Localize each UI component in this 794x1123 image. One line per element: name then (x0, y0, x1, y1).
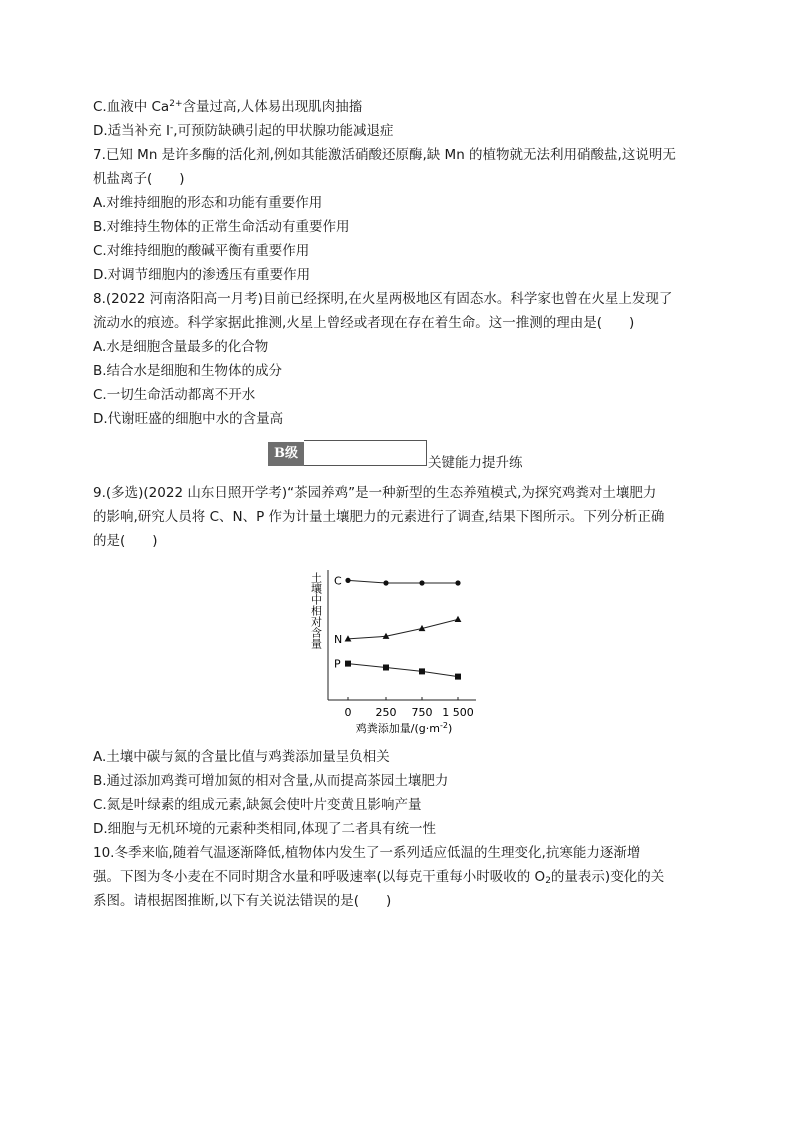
y-axis-label: 土壤中相对含量 (309, 572, 323, 649)
question-6-option-d: D.适当补充 I-,可预防缺碘引起的甲状腺功能减退症 (93, 123, 394, 139)
x-axis-label: 鸡粪添加量$/(g\cdot m^{-2})$ (355, 721, 453, 735)
question-10-stem-line-3: 系图。请根据图推断,以下有关说法错误的是( ) (93, 893, 392, 909)
point-p (345, 661, 351, 667)
point-p (455, 674, 461, 680)
question-9-option-d: D.细胞与无机环境的元素种类相同,体现了二者具有统一性 (93, 821, 436, 837)
badge-frame (304, 440, 427, 466)
x-tick-label: 750 (411, 706, 433, 719)
x-tick-label: 1 500 (442, 706, 474, 719)
question-9-option-b: B.通过添加鸡粪可增加氮的相对含量,从而提高茶园土壤肥力 (93, 773, 449, 789)
soil-element-chart (296, 560, 496, 740)
question-8-option-d: D.代谢旺盛的细胞中水的含量高 (93, 411, 284, 427)
series-label-n: N (334, 632, 343, 646)
question-8-stem-line-1: 8.(2022 河南洛阳高一月考)目前已经探明,在火星两极地区有固态水。科学家也曾在火星上发现了 (93, 291, 673, 307)
question-7-stem-line-2: 机盐离子( ) (93, 171, 185, 187)
question-9-stem-line-1: 9.(多选)(2022 山东日照开学考)“茶园养鸡”是一种新型的生态养殖模式,为探究鸡粪对土壤肥力 (93, 485, 657, 501)
question-7-option-c: C.对维持细胞的酸碱平衡有重要作用 (93, 243, 310, 259)
question-7-option-d: D.对调节细胞内的渗透压有重要作用 (93, 267, 311, 283)
point-c (419, 580, 424, 585)
question-9-stem-line-2: 的影响,研究人员将 C、N、P 作为计量土壤肥力的元素进行了调查,结果下图所示。下列分析正确 (93, 509, 665, 525)
question-9-stem-line-3: 的是( ) (93, 533, 158, 549)
series-label-c: C (334, 574, 342, 588)
question-8-option-a: A.水是细胞含量最多的化合物 (93, 339, 269, 355)
level-badge: B级 (268, 442, 304, 466)
question-8-option-b: B.结合水是细胞和生物体的成分 (93, 363, 283, 379)
point-n (455, 616, 462, 622)
point-p (419, 668, 425, 674)
question-9-option-c: C.氮是叶绿素的组成元素,缺氮会使叶片变黄且影响产量 (93, 797, 422, 813)
question-7-option-a: A.对维持细胞的形态和功能有重要作用 (93, 195, 323, 211)
point-c (383, 580, 388, 585)
point-p (383, 665, 389, 671)
question-10-stem-line-2: 强。下图为冬小麦在不同时期含水量和呼吸速率(以每克干重每小时吸收的 $O_2$的量表示)变化的关 (93, 869, 665, 886)
series-line-c (348, 580, 458, 583)
question-7-stem-line-1: 7.已知 Mn 是许多酶的活化剂,例如其能激活硝酸还原酶,缺 Mn 的植物就无法利用硝酸盐,这说明无 (93, 147, 676, 163)
series-line-p (348, 664, 458, 677)
question-7-option-b: B.对维持生物体的正常生命活动有重要作用 (93, 219, 350, 235)
question-8-stem-line-2: 流动水的痕迹。科学家据此推测,火星上曾经或者现在存在着生命。这一推测的理由是( ) (93, 315, 635, 331)
series-line-n (348, 619, 458, 639)
point-c (455, 580, 460, 585)
x-tick-label: 0 (344, 706, 352, 719)
question-8-option-c: C.一切生命活动都离不开水 (93, 387, 256, 403)
point-c (345, 578, 350, 583)
x-tick-label: 250 (375, 706, 397, 719)
series-label-p: P (334, 657, 341, 671)
question-6-option-c: C.血液中 $Ca^{2+}$含量过高,人体易出现肌肉抽搐 (93, 99, 363, 115)
question-9-option-a: A.土壤中碳与氮的含量比值与鸡粪添加量呈负相关 (93, 749, 390, 765)
question-10-stem-line-1: 10.冬季来临,随着气温逐渐降低,植物体内发生了一系列适应低温的生理变化,抗寒能力逐渐增 (93, 845, 641, 861)
section-title: 关键能力提升练 (428, 455, 523, 471)
